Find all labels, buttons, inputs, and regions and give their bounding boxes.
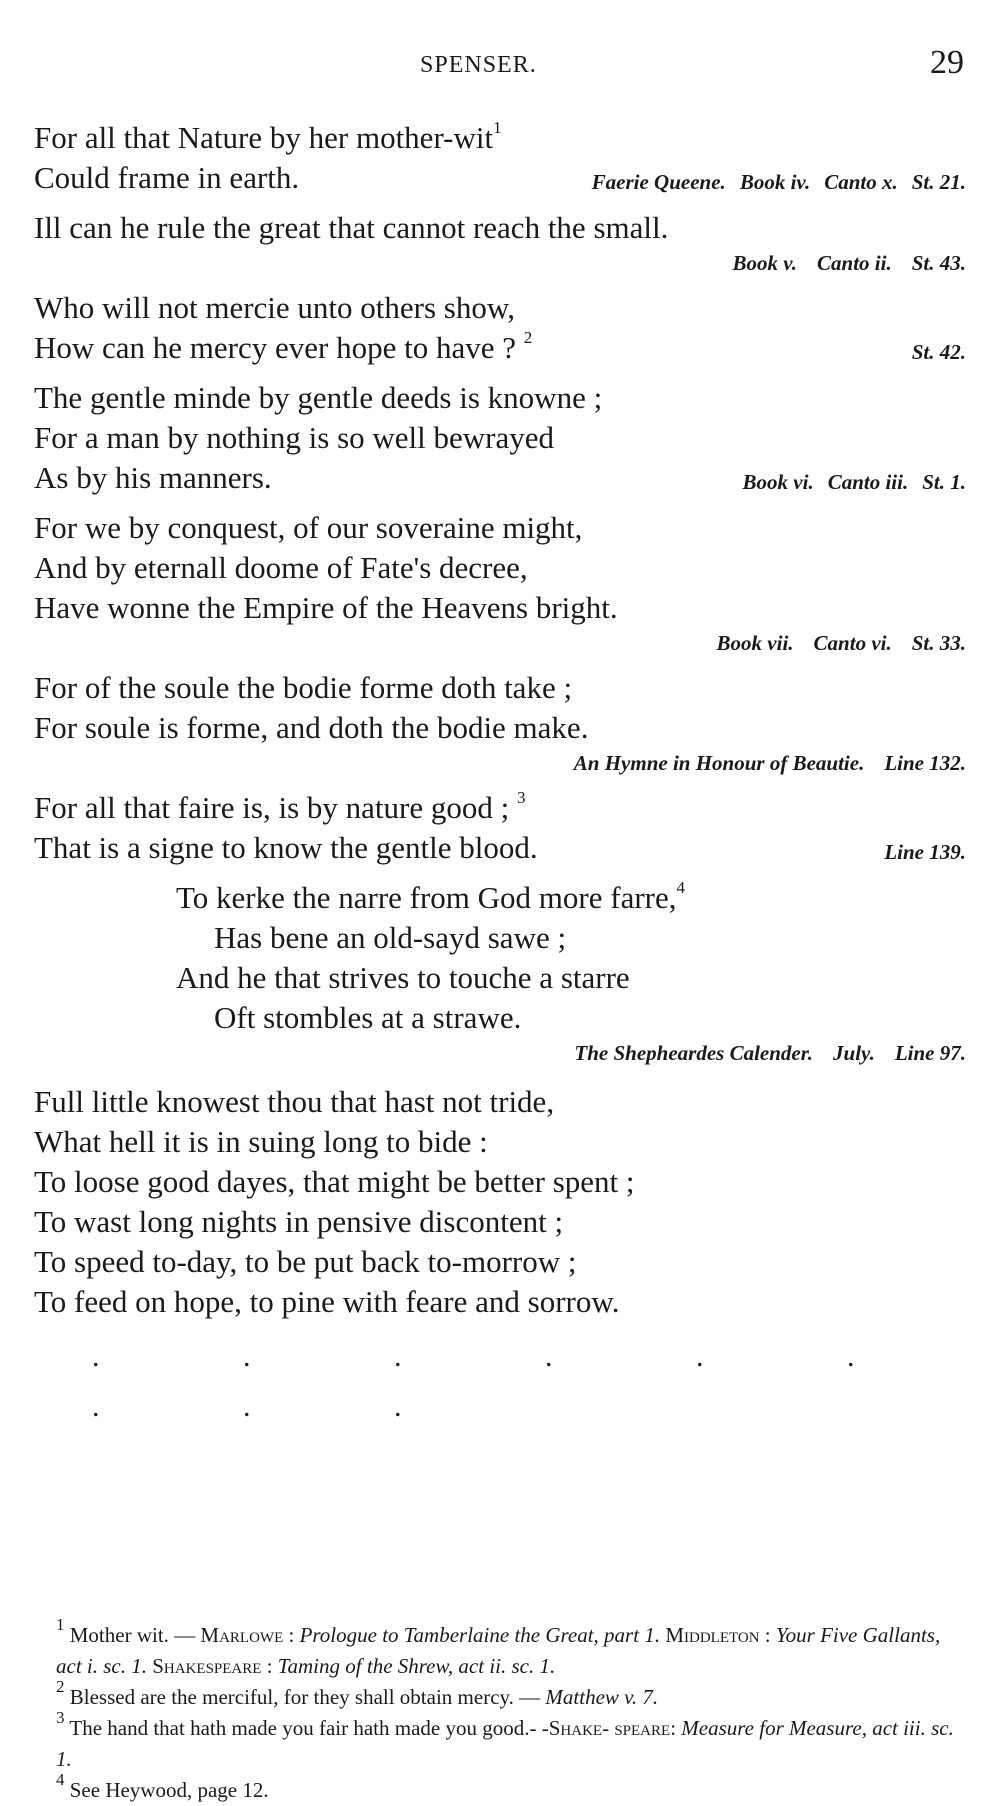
verse-line: Has bene an old-sayd sawe ; [214, 920, 567, 955]
citation: Line 139. [884, 840, 966, 864]
verse-line: For we by conquest, of our soveraine might, [34, 510, 583, 545]
quotation [34, 118, 966, 198]
verse-line: For of the soule the bodie forme doth take ; [34, 670, 573, 705]
verse-line: And he that strives to touche a starre [176, 960, 630, 995]
verse-line: Full little knowest thou that hast not tride, [34, 1084, 555, 1119]
verse-line: To kerke the narre from God more farre,$^4$ [176, 877, 685, 915]
verse-line: Could frame in earth. Faerie Queene. Book iv. Canto x. St. 21. [34, 158, 966, 198]
verse-line: For all that faire is, is by nature good ; $^3$ [34, 787, 526, 825]
footnote-ref: 2 [523, 327, 533, 347]
footnote: $^2$ Blessed are the merciful, for they shall obtain mercy. — Matthew v. 7. [56, 1677, 659, 1709]
verse-line: Ill can he rule the great that cannot reach the small. [34, 210, 669, 245]
running-head: SPENSER. [420, 52, 537, 78]
citation: Faerie Queene. Book iv. Canto x. St. 21. [591, 170, 966, 194]
verse-line: Who will not mercie unto others show, [34, 290, 515, 325]
verse-line: To speed to-day, to be put back to-morrow ; [34, 1244, 577, 1279]
verse-line: And by eternall doome of Fate's decree, [34, 550, 528, 585]
verse-line: How can he mercy ever hope to have ? $^2$ St. 42. [34, 328, 966, 368]
verse-line: The gentle minde by gentle deeds is knowne ; [34, 380, 603, 415]
quotation [34, 1082, 966, 1322]
verse-line: For soule is forme, and doth the bodie make. [34, 710, 589, 745]
footnote: $^1$ Mother wit. — Marlowe : Prologue to Tamberlaine the Great, part 1. Middleton : Your Five Gallants, act i. sc. 1. Shakespeare : Taming of the Shrew, act ii. sc. 1. [56, 1615, 941, 1678]
verse-line: To wast long nights in pensive discontent ; [34, 1204, 564, 1239]
quotation [34, 878, 966, 1068]
verse-line: As by his manners. Book vi. Canto iii. St. 1. [34, 458, 966, 498]
ellipsis-dots: . . . . . . . . . [92, 1340, 923, 1423]
page-header [0, 44, 1000, 84]
quotation [34, 208, 966, 278]
footnotes [34, 1615, 966, 1806]
verse-line: For a man by nothing is so well bewrayed [34, 420, 555, 455]
quotation [34, 508, 966, 658]
verse-line: To feed on hope, to pine with feare and sorrow. [34, 1284, 620, 1319]
citation: Book vi. Canto iii. St. 1. [742, 470, 966, 494]
citation: An Hymne in Honour of Beautie. Line 132. [573, 751, 966, 775]
quotation [34, 288, 966, 368]
verse-line: To loose good dayes, that might be better spent ; [34, 1164, 635, 1199]
footnote-ref: 4 [676, 877, 685, 897]
citation: St. 42. [911, 340, 966, 364]
quotation [34, 788, 966, 868]
verse-line: Oft stombles at a strawe. [214, 1000, 522, 1035]
verse-line: Have wonne the Empire of the Heavens bright. [34, 590, 618, 625]
quotations [34, 118, 966, 1432]
page-number: 29 [930, 44, 964, 81]
footnote-ref: 3 [516, 787, 526, 807]
verse-line: For all that Nature by her mother-wit$^1$ [34, 117, 502, 155]
footnote-ref: 1 [493, 117, 502, 137]
citation: Book v. Canto ii. St. 43. [732, 251, 966, 275]
quotation [34, 378, 966, 498]
citation: Book vii. Canto vi. St. 33. [716, 631, 966, 655]
citation: The Shepheardes Calender. July. Line 97. [574, 1041, 966, 1065]
quotation [34, 668, 966, 778]
footnote: $^3$ The hand that hath made you fair hath made you good.- -Shake- speare: Measure for Measure, act iii. sc. 1. [56, 1708, 954, 1771]
verse-line: What hell it is in suing long to bide : [34, 1124, 488, 1159]
footnote: $^4$ See Heywood, page 12. [56, 1770, 269, 1802]
verse-line: That is a signe to know the gentle blood. Line 139. [34, 828, 966, 868]
